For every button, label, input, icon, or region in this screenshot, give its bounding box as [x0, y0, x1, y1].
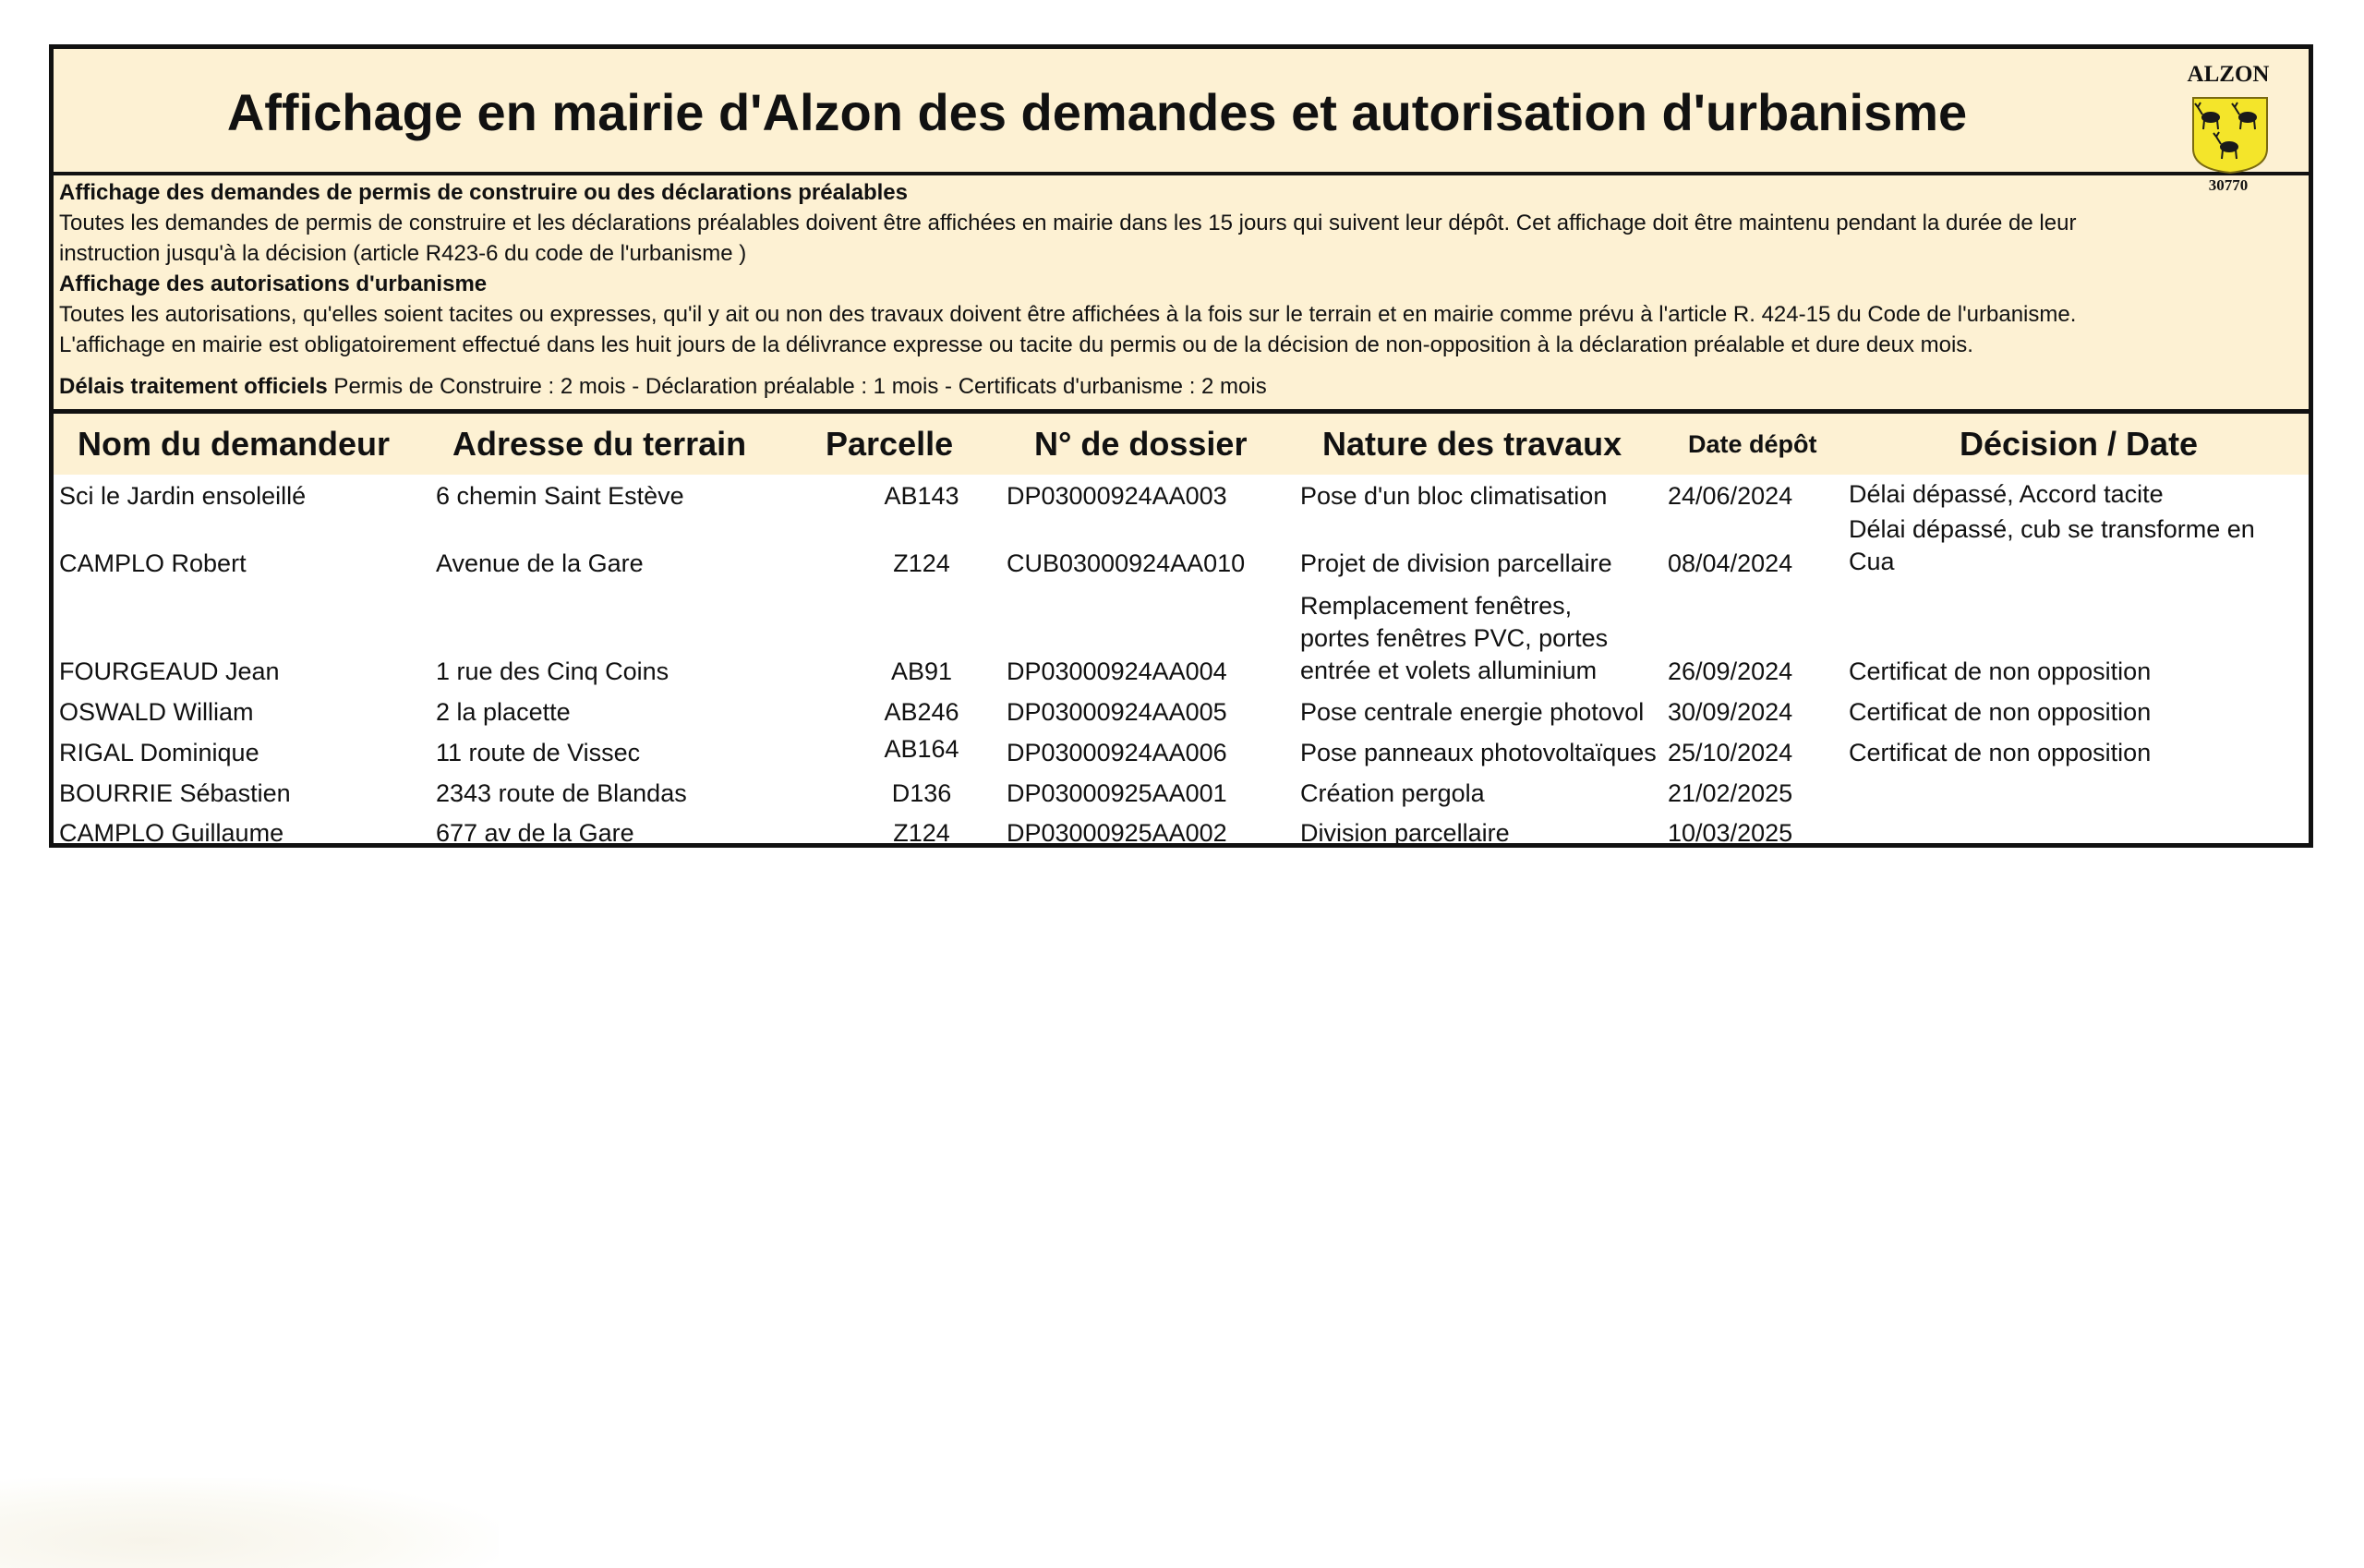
cell-nature: Pose d'un bloc climatisation: [1300, 482, 1608, 510]
cell-decision-line-2: Cua: [1849, 548, 1895, 575]
cell-nature-line-1: Remplacement fenêtres,: [1300, 592, 1573, 620]
delais-text: Permis de Construire : 2 mois - Déclaration préalable : 1 mois - Certificats d'urbanisme : 2 mois: [327, 374, 1267, 399]
cell-dossier: DP03000924AA004: [1007, 657, 1227, 685]
cell-nature: Pose centrale energie photovol: [1300, 698, 1645, 726]
info-section: [54, 175, 2309, 414]
cell-adresse: 6 chemin Saint Estève: [436, 482, 684, 510]
cell-nature: Projet de division parcellaire: [1300, 549, 1612, 577]
cell-decision: Délai dépassé, Accord tacite: [1849, 480, 2164, 508]
cell-nom: BOURRIE Sébastien: [59, 779, 291, 807]
text-demandes-line-2: instruction jusqu'à la décision (article R423-6 du code de l'urbanisme ): [59, 241, 747, 266]
cell-parcelle: Z124: [893, 819, 950, 847]
cell-adresse: Avenue de la Gare: [436, 549, 644, 577]
cell-decision-line-1: Délai dépassé, cub se transforme en: [1849, 515, 2255, 543]
cell-date: 25/10/2024: [1668, 739, 1793, 766]
cell-date: 08/04/2024: [1668, 549, 1793, 577]
text-demandes-line-1: Toutes les demandes de permis de construire et les déclarations préalables doivent être affichées en mairie dans les 15 jours qui suivent leur dépôt. Cet affichage doit être maintenu pendant la durée de leur: [59, 211, 2077, 235]
cell-adresse: 2343 route de Blandas: [436, 779, 687, 807]
title-band: [54, 49, 2309, 175]
cell-decision: Certificat de non opposition: [1849, 739, 2152, 766]
cell-adresse: 2 la placette: [436, 698, 571, 726]
heading-autorisations: Affichage des autorisations d'urbanisme: [59, 271, 488, 296]
cell-decision: Certificat de non opposition: [1849, 698, 2152, 726]
header-decision: Décision / Date: [1960, 425, 2199, 463]
table-header: [54, 414, 2309, 475]
header-adresse: Adresse du terrain: [452, 425, 747, 463]
cell-parcelle: Z124: [893, 549, 950, 577]
page-title: Affichage en mairie d'Alzon des demandes et autorisation d'urbanisme: [226, 83, 1968, 141]
cell-date: 21/02/2025: [1668, 779, 1793, 807]
cell-dossier: CUB03000924AA010: [1007, 549, 1246, 577]
cell-nature-line-3: entrée et volets alluminium: [1300, 657, 1598, 684]
delais-line: [59, 371, 2303, 402]
header-nature: Nature des travaux: [1322, 425, 1622, 463]
cell-parcelle: AB91: [890, 657, 953, 685]
cell-nature: Création pergola: [1300, 779, 1485, 807]
cell-adresse: 1 rue des Cinq Coins: [436, 657, 669, 685]
cell-parcelle: D136: [891, 779, 952, 807]
cell-nature-line-2: portes fenêtres PVC, portes: [1300, 624, 1609, 652]
cell-date: 26/09/2024: [1668, 657, 1793, 685]
cell-parcelle: AB143: [884, 482, 959, 510]
cell-parcelle: AB246: [884, 698, 959, 726]
cell-dossier: DP03000925AA001: [1007, 779, 1227, 807]
crest-shield-icon: [2190, 95, 2270, 175]
cell-nom: Sci le Jardin ensoleillé: [59, 482, 307, 510]
crest-name: ALZON: [2187, 62, 2270, 87]
cell-nom: CAMPLO Robert: [59, 549, 247, 577]
cell-nom: OSWALD William: [59, 698, 254, 726]
cell-decision: Certificat de non opposition: [1849, 657, 2152, 685]
cell-nom: FOURGEAUD Jean: [59, 657, 280, 685]
cell-nature: Pose panneaux photovoltaïques: [1300, 739, 1657, 766]
cell-nature: Division parcellaire: [1300, 819, 1510, 847]
urbanism-notice-sheet: [49, 44, 2313, 848]
cell-nom: RIGAL Dominique: [59, 739, 259, 766]
text-autorisations-line-1: Toutes les autorisations, qu'elles soient tacites ou expresses, qu'il y ait ou non des travaux doivent être affichées à la fois sur le terrain et en mairie comme prévu à l'article R. 424-15 du Code de l'urbanisme.: [59, 302, 2077, 327]
header-parcelle: Parcelle: [826, 425, 954, 463]
header-nom: Nom du demandeur: [78, 425, 391, 463]
cell-nom: CAMPLO Guillaume: [59, 819, 284, 847]
cell-dossier: DP03000924AA003: [1007, 482, 1227, 510]
cell-adresse: 11 route de Vissec: [436, 739, 641, 766]
header-date: Date dépôt: [1688, 430, 1817, 458]
crest-postal-code: 30770: [2208, 176, 2249, 194]
paper-stain: [0, 1478, 499, 1568]
cell-adresse: 677 av de la Gare: [436, 819, 634, 847]
delais-label: Délais traitement officiels: [59, 374, 328, 399]
cell-date: 10/03/2025: [1668, 819, 1793, 847]
cell-dossier: DP03000925AA002: [1007, 819, 1227, 847]
alzon-crest: [2177, 62, 2279, 200]
cell-dossier: DP03000924AA006: [1007, 739, 1227, 766]
cell-dossier: DP03000924AA005: [1007, 698, 1227, 726]
cell-date: 30/09/2024: [1668, 698, 1793, 726]
cell-date: 24/06/2024: [1668, 482, 1793, 510]
header-dossier: N° de dossier: [1034, 425, 1248, 463]
text-autorisations-line-2: L'affichage en mairie est obligatoirement effectué dans les huit jours de la délivrance expresse ou tacite du permis ou de la décision de non-opposition à la déclaration préalable et dure deux mois.: [59, 332, 1973, 357]
cell-parcelle: AB164: [884, 735, 959, 763]
heading-demandes: Affichage des demandes de permis de construire ou des déclarations préalables: [59, 180, 908, 205]
